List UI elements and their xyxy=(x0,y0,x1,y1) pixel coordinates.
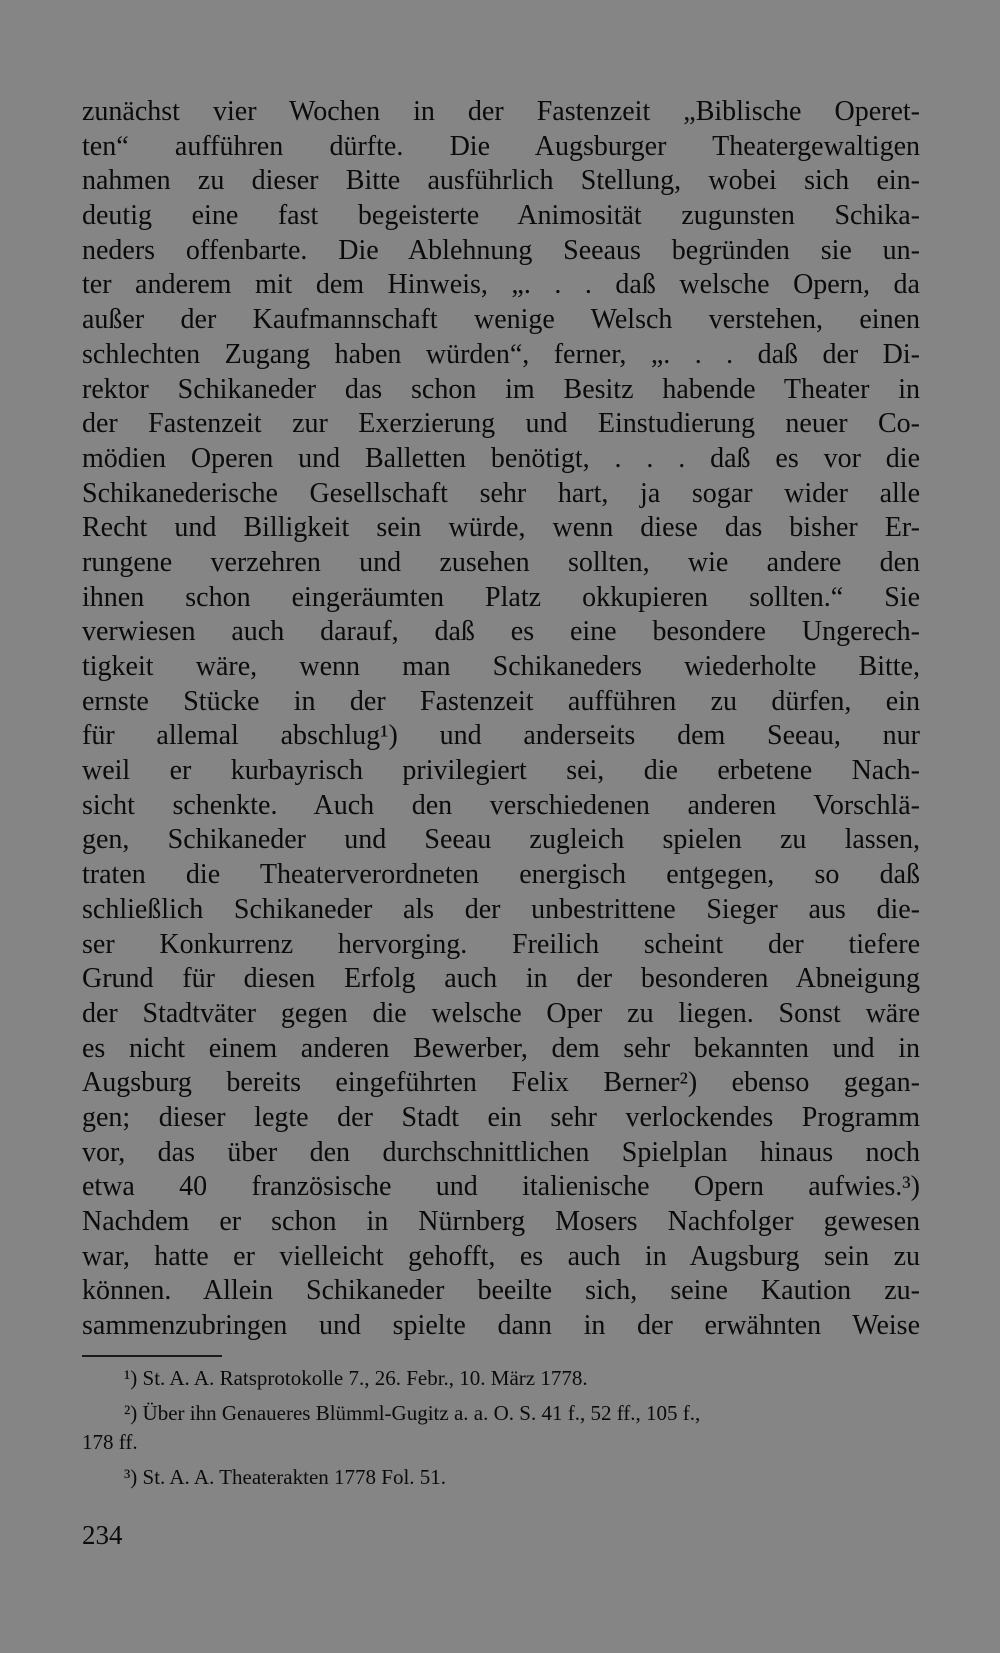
text-line: war, hatte er vielleicht gehofft, es auch in Augsburg sein zu xyxy=(82,1240,920,1272)
text-line: gen; dieser legte der Stadt ein sehr verlockendes Programm xyxy=(82,1101,920,1133)
footnote-2-continuation: 178 ff. xyxy=(82,1430,138,1454)
text-line: der Stadtväter gegen die welsche Oper zu liegen. Sonst wäre xyxy=(82,997,920,1029)
footnote-3: ³) St. A. A. Theaterakten 1778 Fol. 51. xyxy=(124,1465,447,1489)
footnote-2: ²) Über ihn Genaueres Blümml-Gugitz a. a. O. S. 41 f., 52 ff., 105 f., xyxy=(124,1401,701,1425)
text-line: sicht schenkte. Auch den verschiedenen anderen Vorschlä- xyxy=(82,789,920,821)
text-line: Nachdem er schon in Nürnberg Mosers Nachfolger gewesen xyxy=(82,1206,920,1237)
text-line: ser Konkurrenz hervorging. Freilich scheint der tiefere xyxy=(82,928,920,960)
text-line: ihnen schon eingeräumten Platz okkupieren sollten.“ Sie xyxy=(82,581,920,613)
text-line: verwiesen auch darauf, daß es eine besondere Ungerech- xyxy=(82,616,920,648)
text-line: deutig eine fast begeisterte Animosität zugunsten Schika- xyxy=(82,200,920,232)
text-line: schlechten Zugang haben würden“, ferner, „. . . daß der Di- xyxy=(82,338,920,370)
footnotes xyxy=(82,1364,920,1492)
text-line: vor, das über den durchschnittlichen Spielplan hinaus noch xyxy=(82,1136,920,1168)
text-line: weil er kurbayrisch privilegiert sei, die erbetene Nach- xyxy=(82,755,920,787)
footnote-1: ¹) St. A. A. Ratsprotokolle 7., 26. Febr., 10. März 1778. xyxy=(124,1366,588,1390)
text-line: schließlich Schikaneder als der unbestrittene Sieger aus die- xyxy=(82,893,920,925)
text-line: nahmen zu dieser Bitte ausführlich Stellung, wobei sich ein- xyxy=(82,165,920,197)
text-line: Schikanederische Gesellschaft sehr hart, ja sogar wider alle xyxy=(82,477,920,509)
text-line: zunächst vier Wochen in der Fastenzeit „Biblische Operet- xyxy=(82,96,920,127)
text-line: außer der Kaufmannschaft wenige Welsch verstehen, einen xyxy=(82,304,920,336)
text-line: ten“ aufführen dürfte. Die Augsburger Theatergewaltigen xyxy=(82,130,920,162)
text-line: gen, Schikaneder und Seeau zugleich spielen zu lassen, xyxy=(82,824,920,856)
text-line: etwa 40 französische und italienische Opern aufwies.³) xyxy=(82,1171,920,1203)
text-line: tigkeit wäre, wenn man Schikaneders wiederholte Bitte, xyxy=(82,651,920,682)
text-line: rungene verzehren und zusehen sollten, wie andere den xyxy=(82,546,920,578)
text-line: der Fastenzeit zur Exerzierung und Einstudierung neuer Co- xyxy=(82,408,920,440)
footnote-divider xyxy=(82,1355,222,1357)
text-line: neders offenbarte. Die Ablehnung Seeaus begründen sie un- xyxy=(82,234,920,266)
page-number: 234 xyxy=(82,1520,123,1550)
text-line: sammenzubringen und spielte dann in der erwähnten Weise xyxy=(82,1310,920,1342)
text-line: traten die Theaterverordneten energisch entgegen, so daß xyxy=(82,859,920,891)
text-line: Grund für diesen Erfolg auch in der besonderen Abneigung xyxy=(82,963,920,995)
text-line: rektor Schikaneder das schon im Besitz habende Theater in xyxy=(82,373,920,405)
text-line: für allemal abschlug¹) und anderseits dem Seeau, nur xyxy=(82,720,920,752)
text-line: ernste Stücke in der Fastenzeit aufführen zu dürfen, ein xyxy=(82,685,920,717)
body-text xyxy=(82,95,920,1344)
text-line: es nicht einem anderen Bewerber, dem sehr bekannten und in xyxy=(82,1032,920,1064)
text-line: Augsburg bereits eingeführten Felix Berner²) ebenso gegan- xyxy=(82,1067,920,1099)
text-line: können. Allein Schikaneder beeilte sich, seine Kaution zu- xyxy=(82,1275,920,1307)
text-line: Recht und Billigkeit sein würde, wenn diese das bisher Er- xyxy=(82,512,920,544)
text-line: mödien Operen und Balletten benötigt, . . . daß es vor die xyxy=(82,442,920,474)
text-line: ter anderem mit dem Hinweis, „. . . daß welsche Opern, da xyxy=(82,269,920,301)
